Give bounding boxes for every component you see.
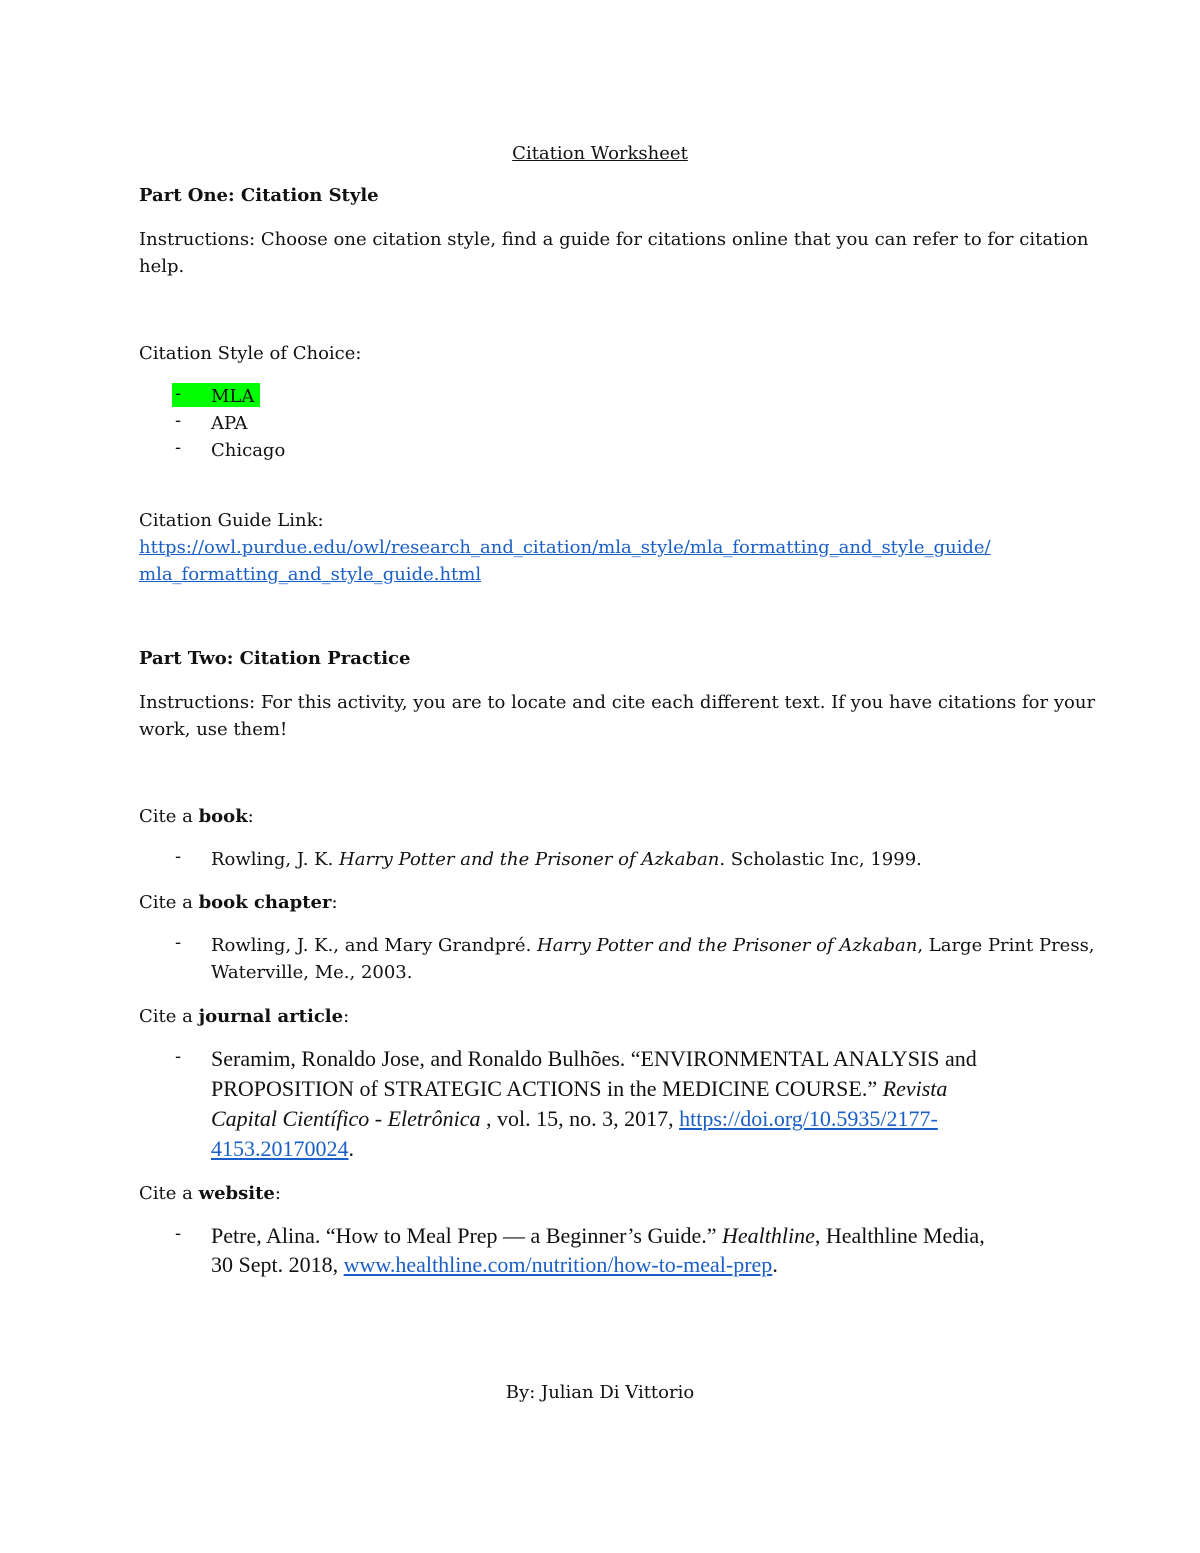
book-citation: Rowling, J. K. Harry Potter and the Prisoner of Azkaban. Scholastic Inc, 1999. [211, 849, 922, 870]
book-label: Cite a book: [139, 806, 254, 827]
guide-link-label: Citation Guide Link: [139, 510, 324, 531]
doi-link[interactable]: https://doi.org/10.5935/2177- [679, 1106, 938, 1131]
style-option-chicago: Chicago [211, 440, 286, 461]
part-two-heading: Part Two: Citation Practice [139, 648, 411, 669]
part-one-heading: Part One: Citation Style [139, 185, 379, 206]
website-citation-line2: 30 Sept. 2018, www.healthline.com/nutrition/how-to-meal-prep. [211, 1252, 778, 1277]
bullet-dash: - [175, 1223, 182, 1244]
journal-citation-line4: 4153.20170024. [211, 1136, 354, 1161]
bullet-dash: - [175, 846, 182, 867]
chapter-citation-line2: Waterville, Me., 2003. [211, 962, 413, 983]
journal-article-label: Cite a journal article: [139, 1006, 350, 1027]
healthline-link[interactable]: www.healthline.com/nutrition/how-to-meal-prep [343, 1252, 773, 1277]
bullet-dash: - [175, 932, 182, 953]
style-option-mla: MLA [211, 386, 255, 407]
website-citation-line1: Petre, Alina. “How to Meal Prep — a Beginner’s Guide.” Healthline, Healthline Media, [211, 1223, 985, 1248]
style-choice-label: Citation Style of Choice: [139, 343, 362, 364]
style-option-apa: APA [211, 413, 248, 434]
part-one-instructions-line1: Instructions: Choose one citation style, find a guide for citations online that you can refer to for citation [139, 229, 1089, 250]
style-dash: - [175, 383, 182, 404]
document-title: Citation Worksheet [512, 143, 688, 164]
journal-citation-line1: Seramim, Ronaldo Jose, and Ronaldo Bulhões. “ENVIRONMENTAL ANALYSIS and [211, 1046, 977, 1071]
author-line: By: Julian Di Vittorio [505, 1382, 695, 1403]
part-two-instructions-line2: work, use them! [139, 719, 288, 740]
style-dash: - [175, 437, 182, 458]
bullet-dash: - [175, 1046, 182, 1067]
guide-link[interactable]: https://owl.purdue.edu/owl/research_and_citation/mla_style/mla_formatting_and_style_guide/ [139, 537, 991, 558]
chapter-citation-line1: Rowling, J. K., and Mary Grandpré. Harry Potter and the Prisoner of Azkaban, Large Print Press, [211, 935, 1095, 956]
style-dash: - [175, 410, 182, 431]
website-label: Cite a website: [139, 1183, 281, 1204]
part-one-instructions-line2: help. [139, 256, 185, 277]
journal-citation-line3: Capital Científico - Eletrônica , vol. 15, no. 3, 2017, https://doi.org/10.5935/2177- [211, 1106, 938, 1131]
doi-link-continued[interactable]: 4153.20170024 [211, 1136, 349, 1161]
book-chapter-label: Cite a book chapter: [139, 892, 338, 913]
guide-link-continued[interactable]: mla_formatting_and_style_guide.html [139, 564, 482, 585]
journal-citation-line2: PROPOSITION of STRATEGIC ACTIONS in the MEDICINE COURSE.” Revista [211, 1076, 948, 1101]
part-two-instructions-line1: Instructions: For this activity, you are to locate and cite each different text. If you have citations for your [139, 692, 1096, 713]
